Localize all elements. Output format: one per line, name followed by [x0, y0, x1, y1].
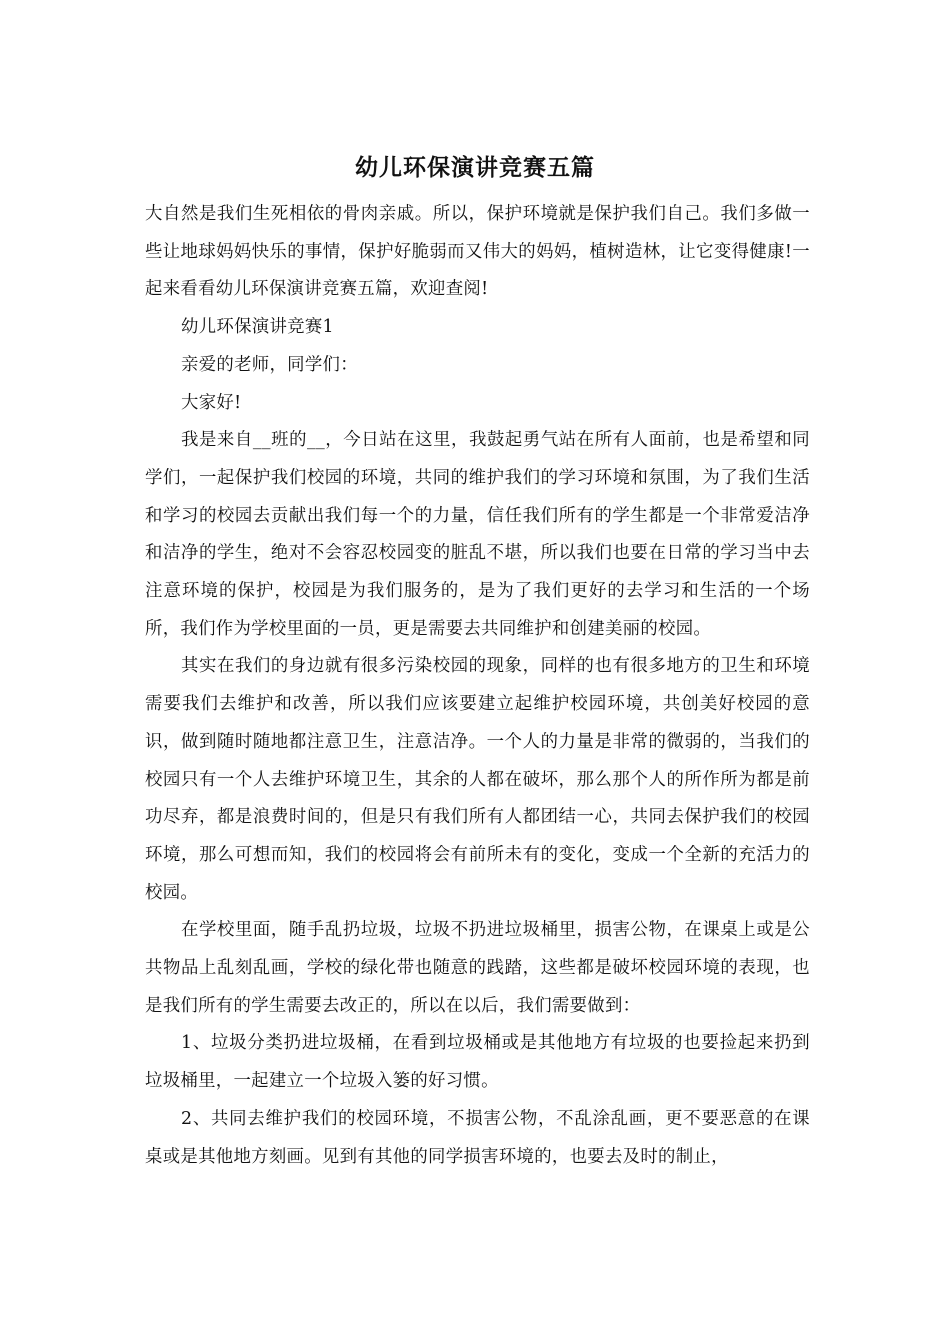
salutation: 亲爱的老师，同学们：: [181, 354, 358, 375]
body-paragraph: 我是来自__班的__，今日站在这里，我鼓起勇气站在所有人面前，也是希望和同学们，一起保护我们校园的环境，共同的维护我们的学习环境和氛围，为了我们生活和学习的校园去贡献出我们每一个的力量，信任我们所有的学生都是一个非常爱洁净和洁净的学生，绝对不会容忍校园变的脏乱不堪，所以我们也要在日常的学习当中去注意环境的保护，校园是为我们服务的，是为了我们更好的去学习和生活的一个场所，我们作为学校里面的一员，更是需要去共同维护和创建美丽的校园。: [145, 430, 810, 639]
list-item: 2、共同去维护我们的校园环境，不损害公物，不乱涂乱画，更不要恶意的在课桌或是其他地方刻画。见到有其他的同学损害环境的，也要去及时的制止，: [145, 1108, 810, 1167]
body-paragraph: 在学校里面，随手乱扔垃圾，垃圾不扔进垃圾桶里，损害公物，在课桌上或是公共物品上乱刻乱画，学校的绿化带也随意的践踏，这些都是破坏校园环境的表现，也是我们所有的学生需要去改正的，所以在以后，我们需要做到：: [145, 920, 810, 1016]
body-paragraph: 其实在我们的身边就有很多污染校园的现象，同样的也有很多地方的卫生和环境需要我们去维护和改善，所以我们应该要建立起维护校园环境，共创美好校园的意识，做到随时随地都注意卫生，注意洁净。一个人的力量是非常的微弱的，当我们的校园只有一个人去维护环境卫生，其余的人都在破坏，那么那个人的所作所为都是前功尽弃，都是浪费时间的，但是只有我们所有人都团结一心，共同去保护我们的校园环境，那么可想而知，我们的校园将会有前所未有的变化，变成一个全新的充活力的校园。: [145, 656, 810, 903]
section-heading: 幼儿环保演讲竞赛1: [181, 317, 334, 338]
document-body: [145, 196, 810, 1176]
document-title: 幼儿环保演讲竞赛五篇: [355, 155, 595, 181]
greeting: 大家好!: [181, 392, 242, 413]
list-item: 1、垃圾分类扔进垃圾桶，在看到垃圾桶或是其他地方有垃圾的也要捡起来扔到垃圾桶里，一起建立一个垃圾入篓的好习惯。: [145, 1033, 810, 1092]
intro-paragraph: 大自然是我们生死相依的骨肉亲戚。所以，保护环境就是保护我们自己。我们多做一些让地球妈妈快乐的事情，保护好脆弱而又伟大的妈妈，植树造林，让它变得健康!一起来看看幼儿环保演讲竞赛五篇，欢迎查阅!: [145, 204, 810, 300]
